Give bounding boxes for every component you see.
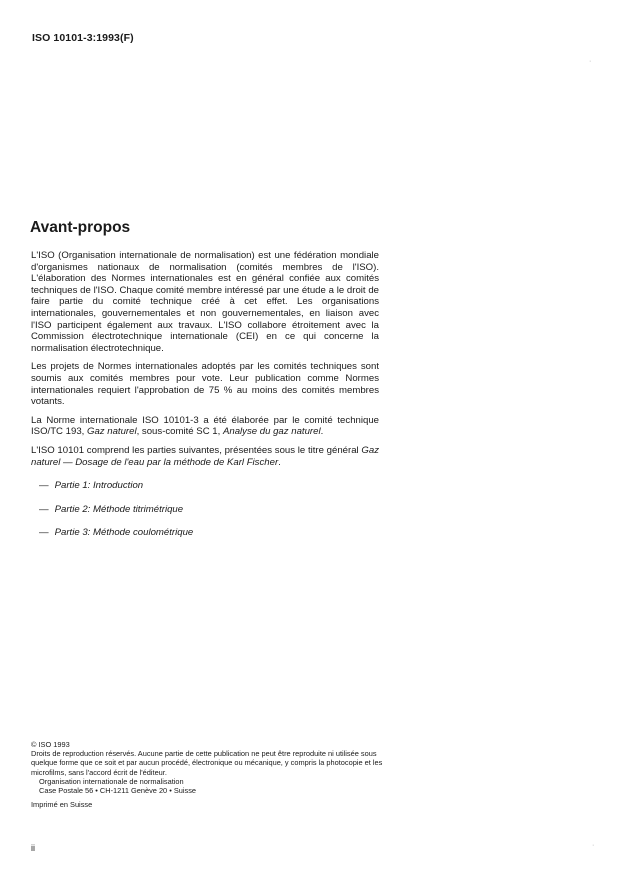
page-number: ii	[31, 843, 35, 853]
printed-in: Imprimé en Suisse	[31, 800, 93, 810]
scan-mark: ·	[592, 842, 595, 849]
copyright-block	[31, 740, 383, 809]
parts-list	[31, 480, 379, 539]
paragraph-committee: La Norme internationale ISO 10101-3 a été élaborée par le comité technique ISO/TC 193, Gaz naturel, sous-comité SC 1, Analyse du gaz naturel.	[31, 414, 379, 438]
paragraph-iso-intro: L'ISO (Organisation internationale de normalisation) est une fédération mondiale d'organismes nationaux de normalisation (comités membres de l'ISO). L'élaboration des Normes internationales est en général confiée aux comités techniques de l'ISO. Chaque comité membre intéressé par une étude a le droit de faire partie du comité technique créé à cet effet. Les organisations internationales, gouvernementales et non gouvernementales, en liaison avec l'ISO participent également aux travaux. L'ISO collabore étroitement avec la Commission électrotechnique internationale (CEI) en ce qui concerne la normalisation électrotechnique.	[31, 250, 379, 354]
section-title: Avant-propos	[30, 219, 131, 236]
foreword-body	[31, 250, 379, 551]
list-item: — Partie 2: Méthode titrimétrique	[39, 503, 184, 515]
scan-mark: ·	[589, 58, 592, 65]
copyright-line: © ISO 1993	[31, 740, 70, 749]
organization-address: Case Postale 56 • CH-1211 Genève 20 • Suisse	[39, 786, 197, 796]
list-item: — Partie 3: Méthode coulométrique	[39, 527, 194, 539]
paragraph-voting: Les projets de Normes internationales adoptés par les comités techniques sont soumis aux comités membres pour vote. Leur publication comme Normes internationales requiert l'approbation de 75 % au moins des comités membres votants.	[31, 361, 379, 408]
document-identifier: ISO 10101-3:1993(F)	[32, 32, 134, 44]
rights-notice: Droits de reproduction réservés. Aucune partie de cette publication ne peut être reproduite ni utilisée sous quelque forme que ce soit et par aucun procédé, électronique ou mécanique, y compris la photocopie et les microfilms, sans l'accord écrit de l'éditeur.	[31, 749, 383, 777]
paragraph-parts-intro: L'ISO 10101 comprend les parties suivantes, présentées sous le titre général Gaz naturel — Dosage de l'eau par la méthode de Karl Fischer.	[31, 444, 379, 468]
organization-name: Organisation internationale de normalisation	[39, 776, 184, 786]
list-item: — Partie 1: Introduction	[39, 480, 144, 492]
